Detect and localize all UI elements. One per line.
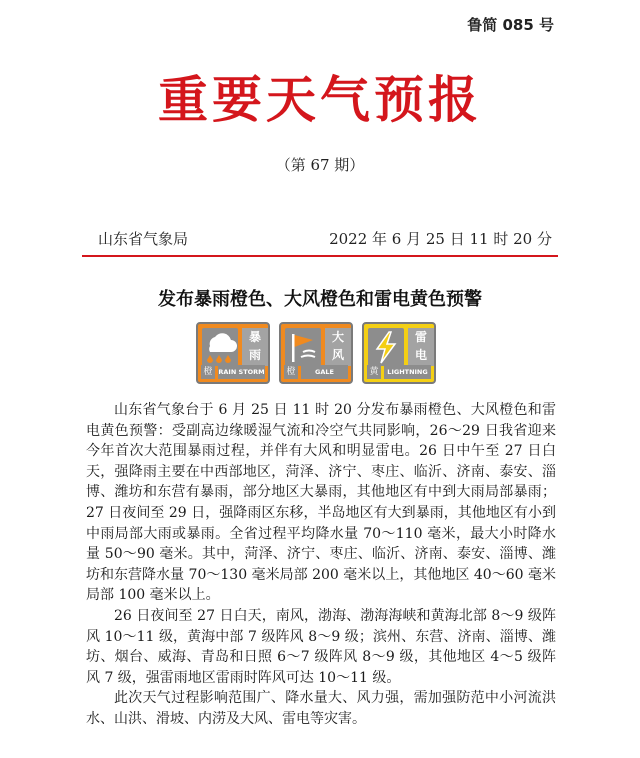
warning-subtitle: 发布暴雨橙色、大风橙色和雷电黄色预警: [158, 289, 482, 310]
lightning-signal: [362, 322, 436, 384]
issuer: 山东省气象局: [98, 230, 189, 248]
header-divider: [82, 255, 558, 257]
signal-english: RAIN STORM: [218, 365, 265, 379]
paragraph: 山东省气象台于 6 月 25 日 11 时 20 分发布暴雨橙色、大风橙色和雷电黄色预警：受副高边缘暖湿气流和冷空气共同影响，26～29 日我省迎来今年首次大范围暴雨过程，并伴有大风和明显雷电。26 日中午至 27 日白天，强降雨主要在中西部地区，菏泽、济宁、枣庄、临沂、济南、泰安、淄博、潍坊和东营有暴雨，部分地区大暴雨，其他地区有中到大雨局部暴雨；27 日夜间至 29 日，强降雨区东移，半岛地区有大到暴雨，其他地区有小到中雨局部大雨或暴雨。全省过程平均降水量 70～110 毫米，最大小时降水量 50～90 毫米。其中，菏泽、济宁、枣庄、临沂、济南、泰安、淄博、潍坊和东营降水量 70～130 毫米局部 200 毫米以上，其他地区 40～60 毫米局部 100 毫米以上。: [86, 402, 556, 604]
signal-char: 电: [414, 348, 427, 362]
gale-signal: [279, 322, 353, 384]
gale-flag-icon: [285, 328, 321, 366]
rainstorm-signal: [196, 322, 270, 384]
warning-signals: [196, 322, 436, 384]
signal-char: 雷: [414, 330, 427, 344]
rainstorm-icon: [202, 328, 238, 366]
signal-level: 橙: [284, 365, 298, 379]
paragraph: 此次天气过程影响范围广、降水量大、风力强，需加强防范中小河流洪水、山洪、滑坡、内涝及大风、雷电等灾害。: [86, 690, 556, 727]
signal-level: 黄: [367, 365, 381, 379]
body-text: [86, 400, 556, 730]
lightning-icon: [368, 328, 404, 366]
issue-number: （第 67 期）: [275, 156, 365, 174]
signal-english: LIGHTNING: [384, 365, 431, 379]
issue-date: 2022 年 6 月 25 日 11 时 20 分: [329, 230, 552, 248]
signal-char: 雨: [248, 348, 261, 362]
page-title: 重要天气预报: [158, 70, 482, 129]
doc-number: 鲁简 085 号: [467, 16, 554, 34]
paragraph: 26 日夜间至 27 日白天，南风，渤海、渤海海峡和黄海北部 8～9 级阵风 10～11 级，黄海中部 7 级阵风 8～9 级；滨州、东营、济南、淄博、潍坊、烟台、威海、青岛和日照 6～7 级阵风 8～9 级，其他地区 4～5 级阵风 7 级，强雷雨地区雷雨时阵风可达 10～11 级。: [86, 607, 556, 686]
signal-level: 橙: [201, 365, 215, 379]
signal-english: GALE: [301, 365, 348, 379]
signal-char: 大: [331, 330, 344, 344]
signal-char: 暴: [248, 330, 261, 344]
signal-char: 风: [331, 348, 344, 362]
